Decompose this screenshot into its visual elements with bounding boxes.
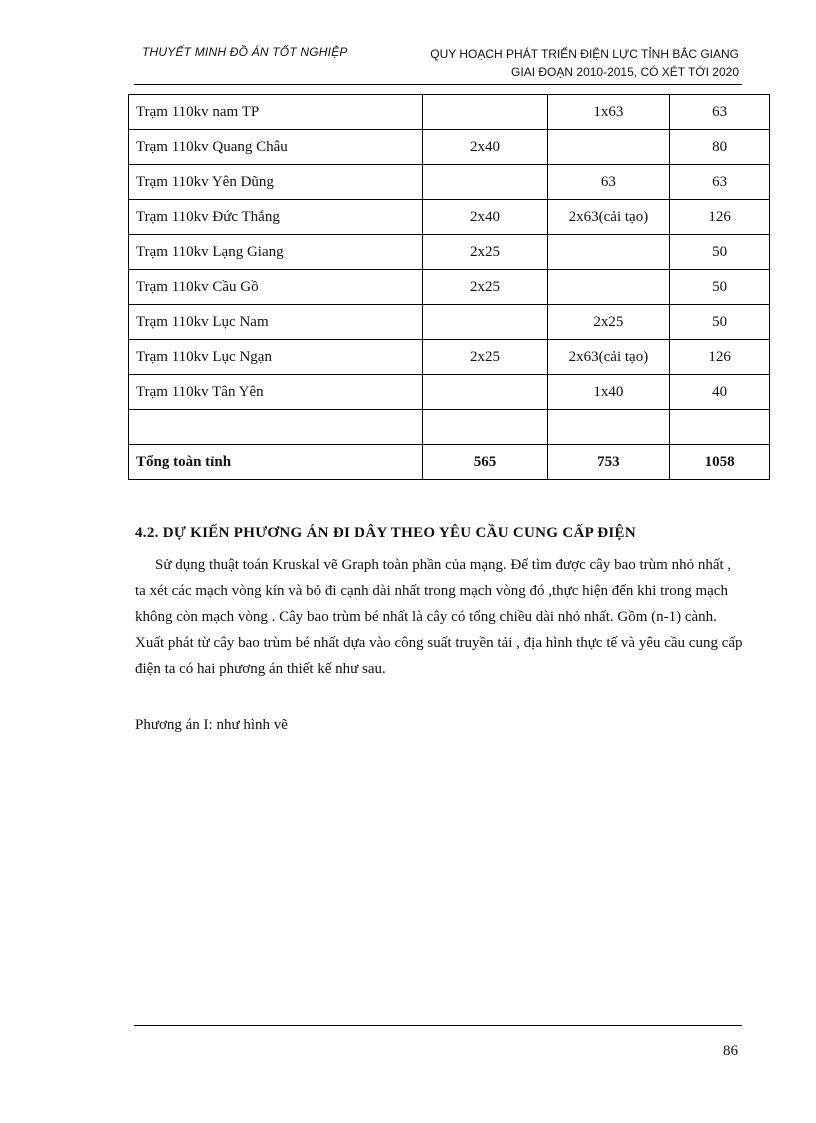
capacity-cell-2 — [547, 410, 670, 445]
table-row-empty — [129, 410, 770, 445]
station-name-cell: Trạm 110kv Cầu Gồ — [129, 270, 423, 305]
capacity-cell-2 — [547, 235, 670, 270]
capacity-cell-3: 80 — [670, 130, 770, 165]
table-row — [129, 235, 770, 270]
station-name-cell: Trạm 110kv Yên Dũng — [129, 165, 423, 200]
total-label-cell: Tổng toàn tỉnh — [129, 445, 423, 480]
station-name-cell: Trạm 110kv Tân Yên — [129, 375, 423, 410]
total-cell-3: 1058 — [670, 445, 770, 480]
body-paragraph — [135, 552, 745, 682]
capacity-cell-3: 63 — [670, 95, 770, 130]
header-right-line-1: QUY HOẠCH PHÁT TRIỂN ĐIỆN LỰC TỈNH BẮC GIANG — [430, 47, 739, 61]
table-row — [129, 340, 770, 375]
footer-divider — [134, 1025, 742, 1026]
header-divider — [134, 84, 742, 85]
paragraph-text: Sử dụng thuật toán Kruskal vẽ Graph toàn phần của mạng. Để tìm được cây bao trùm nhỏ nhất , ta xét các mạch vòng kín và bỏ đi cạnh dài nhất trong mạch vòng đó ,thực hiện đến khi trong mạch không còn mạch vòng . Cây bao trùm bé nhất là cây có tổng chiều dài nhỏ nhất. Gồm (n-1) cành. Xuất phát từ cây bao trùm bé nhất dựa vào công suất truyền tải , địa hình thực tế và yêu cầu cung cấp điện ta có hai phương án thiết kế như sau. — [135, 557, 743, 677]
capacity-cell-2: 63 — [547, 165, 670, 200]
station-name-cell: Trạm 110kv nam TP — [129, 95, 423, 130]
capacity-cell-3: 50 — [670, 270, 770, 305]
station-name-cell — [129, 410, 423, 445]
total-cell-2: 753 — [547, 445, 670, 480]
table-row — [129, 305, 770, 340]
table-row — [129, 200, 770, 235]
page-number: 86 — [723, 1043, 738, 1059]
header-right-line-2: GIAI ĐOẠN 2010-2015, CÓ XÉT TỚI 2020 — [511, 65, 739, 79]
total-cell-1: 565 — [423, 445, 547, 480]
capacity-cell-2: 1x63 — [547, 95, 670, 130]
capacity-cell-2: 2x25 — [547, 305, 670, 340]
capacity-cell-1 — [423, 375, 547, 410]
running-header-right — [430, 45, 739, 81]
capacity-cell-3: 126 — [670, 200, 770, 235]
capacity-cell-2 — [547, 130, 670, 165]
table-row — [129, 95, 770, 130]
capacity-cell-1 — [423, 165, 547, 200]
table-row — [129, 270, 770, 305]
capacity-cell-2: 1x40 — [547, 375, 670, 410]
table-row — [129, 375, 770, 410]
capacity-cell-1 — [423, 410, 547, 445]
running-header-left: THUYẾT MINH ĐỒ ÁN TỐT NGHIỆP — [142, 45, 348, 59]
capacity-cell-1 — [423, 95, 547, 130]
capacity-cell-3: 40 — [670, 375, 770, 410]
option-caption: Phương án I: như hình vẽ — [135, 717, 288, 733]
capacity-cell-3 — [670, 410, 770, 445]
capacity-cell-3: 126 — [670, 340, 770, 375]
substation-capacity-table — [128, 94, 770, 480]
capacity-cell-1: 2x25 — [423, 340, 547, 375]
capacity-cell-1: 2x40 — [423, 130, 547, 165]
table-row — [129, 165, 770, 200]
station-name-cell: Trạm 110kv Lạng Giang — [129, 235, 423, 270]
station-name-cell: Trạm 110kv Quang Châu — [129, 130, 423, 165]
capacity-cell-3: 63 — [670, 165, 770, 200]
table-total-row — [129, 445, 770, 480]
capacity-cell-2: 2x63(cải tạo) — [547, 200, 670, 235]
capacity-cell-3: 50 — [670, 305, 770, 340]
station-name-cell: Trạm 110kv Lục Ngạn — [129, 340, 423, 375]
station-name-cell: Trạm 110kv Đức Thắng — [129, 200, 423, 235]
capacity-cell-1: 2x40 — [423, 200, 547, 235]
capacity-cell-1 — [423, 305, 547, 340]
capacity-cell-1: 2x25 — [423, 270, 547, 305]
capacity-cell-3: 50 — [670, 235, 770, 270]
capacity-cell-2 — [547, 270, 670, 305]
section-heading: 4.2. DỰ KIẾN PHƯƠNG ÁN ĐI DÂY THEO YÊU CẦU CUNG CẤP ĐIỆN — [135, 525, 636, 541]
capacity-cell-1: 2x25 — [423, 235, 547, 270]
capacity-cell-2: 2x63(cải tạo) — [547, 340, 670, 375]
table-row — [129, 130, 770, 165]
station-name-cell: Trạm 110kv Lục Nam — [129, 305, 423, 340]
